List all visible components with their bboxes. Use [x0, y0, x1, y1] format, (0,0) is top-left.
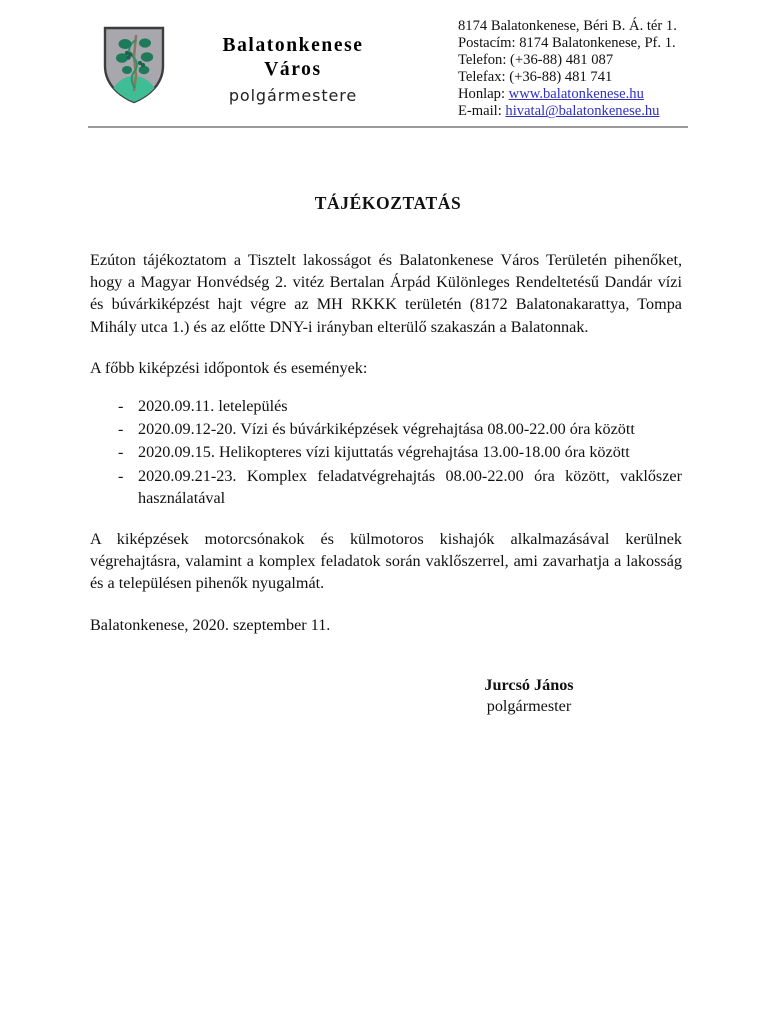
- website-link[interactable]: www.balatonkenese.hu: [508, 86, 644, 103]
- document-title: TÁJÉKOZTATÁS: [314, 193, 462, 213]
- paragraph-intro: Ezúton tájékoztatom a Tisztelt lakosságot és Balatonkenese Város Területén pihenőket, hogy a Magyar Honvédség 2. vitéz Bertalan Árpád Különleges Rendeltetésű Dandár vízi és búvárkiképzést hajt végre az MH RKKK területén (8172 Balatonakarattya, Tompa Mihály utca 1.) és az előtte DNY-i irányban elterülő szakaszán a Balatonnak.: [90, 251, 682, 336]
- contact-details: [406, 16, 686, 121]
- contact-address: 8174 Balatonkenese, Béri B. Á. tér 1.: [458, 18, 677, 34]
- document-body: [90, 249, 682, 636]
- signatory-name: Jurcsó János: [484, 676, 574, 694]
- list-item: - 2020.09.11. letelepülés: [118, 395, 682, 417]
- list-item: - 2020.09.21-23. Komplex feladatvégrehajtás 08.00-22.00 óra között, vaklőszer használatával: [118, 465, 682, 509]
- crest-container: [88, 16, 180, 104]
- contact-fax: Telefax: (+36-88) 481 741: [458, 69, 613, 86]
- events-list: [90, 395, 682, 509]
- org-name-line1: Balatonkenese: [222, 35, 364, 56]
- paragraph-closing: A kiképzések motorcsónakok és külmotoros kishajók alkalmazásával kerülnek végrehajtásra, valamint a komplex feladatok során vaklőszerrel, ami zavarhatja a lakosság és a településen pihenők nyugalmát.: [90, 530, 682, 593]
- org-role-line: polgármestere: [228, 85, 358, 105]
- signature-block: [398, 675, 660, 717]
- contact-email-row: [458, 103, 686, 120]
- coat-of-arms-icon: [103, 26, 165, 104]
- list-lead-in: A főbb kiképzési időpontok és események:: [90, 358, 368, 377]
- contact-postal: Postacím: 8174 Balatonkenese, Pf. 1.: [458, 35, 676, 52]
- letterhead: [88, 16, 686, 120]
- place-and-date: Balatonkenese, 2020. szeptember 11.: [90, 615, 331, 634]
- header-divider: [88, 126, 688, 128]
- organization-title: [180, 16, 406, 106]
- signatory-role: polgármester: [486, 697, 572, 715]
- org-name-line2: Város: [264, 59, 322, 81]
- email-label: E-mail:: [458, 103, 506, 120]
- website-label: Honlap:: [458, 86, 509, 103]
- contact-website-row: [458, 86, 686, 103]
- list-item: - 2020.09.12-20. Vízi és búvárkiképzések végrehajtása 08.00-22.00 óra között: [118, 418, 682, 440]
- contact-phone: Telefon: (+36-88) 481 087: [458, 52, 614, 69]
- list-item: - 2020.09.15. Helikopteres vízi kijuttatás végrehajtása 13.00-18.00 óra között: [118, 441, 682, 463]
- email-link[interactable]: hivatal@balatonkenese.hu: [505, 103, 660, 120]
